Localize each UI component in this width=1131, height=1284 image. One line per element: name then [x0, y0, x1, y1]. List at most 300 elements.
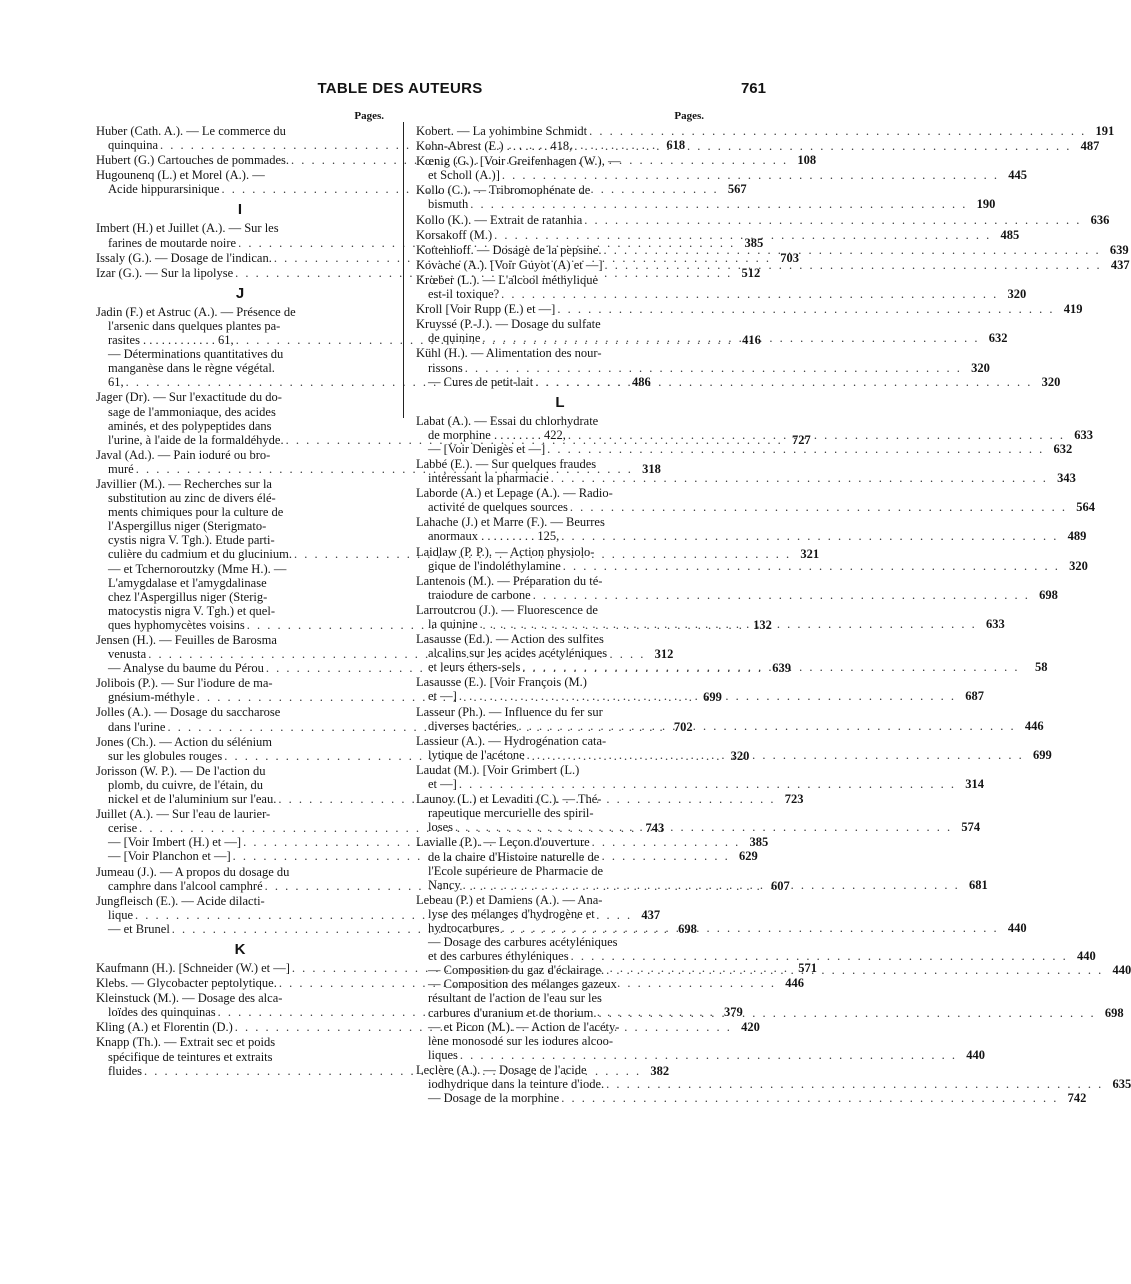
dot-leader — [275, 676, 382, 690]
pages-label: Pages. — [354, 110, 384, 122]
dot-leader — [272, 448, 382, 462]
dot-leader — [596, 545, 702, 559]
entry-text: Lantenois (M.). — Préparation du té- — [416, 573, 603, 588]
dot-leader — [592, 183, 702, 197]
entry-line — [96, 633, 384, 647]
entry-text: Jorisson (W. P.). — De l'action du — [96, 763, 266, 778]
entry-text: l'Aspergillus niger (Sterigmato- — [108, 519, 267, 534]
entry-text: sage de l'ammoniaque, des acides — [108, 404, 276, 419]
entry-text: Laidlaw (P. P.). — Action physiolo- — [416, 544, 595, 559]
dot-leader — [620, 935, 702, 949]
page-ref: 416 — [742, 333, 761, 348]
page-ref: 742 — [1067, 1091, 1087, 1106]
entry-text: Lavialle (P.). — Leçon d'ouverture — [416, 835, 590, 850]
entry-text: de morphine . . . . . . . . 422, — [428, 427, 566, 442]
entry-line — [96, 405, 384, 419]
page-ref: 379 — [724, 1005, 743, 1020]
page-ref: 314 — [965, 777, 984, 792]
entry-text: — Déterminations quantitatives du — [108, 347, 284, 362]
entry-text: Lasausse (Ed.). — Action des sulfites — [416, 632, 604, 647]
dot-leader — [281, 221, 382, 235]
page-ref: 567 — [727, 182, 747, 197]
entry-text: culière du cadmium et du glucinium. — [108, 547, 292, 562]
entry-text: Lahache (J.) et Marre (F.). — Beurres — [416, 515, 605, 530]
dot-leader — [600, 414, 702, 428]
entry-line — [416, 124, 1115, 138]
dot-leader — [605, 258, 1102, 272]
entry-text: l'Ecole supérieure de Pharmacie de — [428, 863, 604, 878]
dot-leader — [275, 1050, 382, 1064]
dot-leader — [535, 375, 1032, 389]
section-letter: J — [235, 284, 245, 302]
entry-text: gnésium-méthyle — [108, 690, 195, 705]
entry-text: traiodure de carbone — [428, 587, 531, 602]
page-ref: 321 — [800, 547, 820, 562]
dot-leader — [619, 977, 702, 991]
dot-leader — [291, 865, 382, 879]
entry-line — [416, 1077, 1131, 1091]
dot-leader — [502, 921, 999, 935]
entry-text: — Dosage des carbures acétyléniques — [428, 935, 618, 950]
entry-text: résultant de l'action de l'eau sur les — [428, 991, 602, 1006]
dot-leader — [605, 864, 702, 878]
page-ref: 727 — [792, 432, 811, 447]
page-ref: 699 — [1033, 747, 1052, 762]
page-ref: 320 — [971, 360, 990, 375]
page-ref: 446 — [785, 976, 804, 991]
entry-text: — Analyse du baume du Pérou — [108, 661, 264, 676]
author-entry — [416, 212, 1110, 227]
entry-line — [416, 646, 704, 660]
entry-text: Imbert (H.) et Juillet (A.). — Sur les — [96, 221, 279, 236]
dot-leader — [527, 748, 1024, 762]
entry-text: diverses bactéries — [428, 718, 517, 733]
page-ref: 320 — [1041, 374, 1061, 389]
dot-leader — [282, 319, 382, 333]
page-ref: 699 — [703, 690, 722, 705]
entry-text: chez l'Aspergillus niger (Sterig- — [108, 589, 268, 604]
page-ref: 58 — [1034, 660, 1048, 675]
page-ref: 485 — [1000, 227, 1020, 242]
dot-leader — [604, 243, 1101, 257]
dot-leader — [269, 576, 382, 590]
dot-leader — [267, 894, 382, 908]
page-ref: 564 — [1076, 500, 1096, 515]
entry-line — [416, 183, 704, 197]
entry-line — [416, 603, 704, 617]
entry-text: manganèse dans le règne végétal. — [108, 361, 275, 376]
dot-leader — [584, 213, 1081, 227]
entry-line — [416, 212, 1110, 227]
entry-line — [96, 865, 384, 879]
dot-leader — [574, 139, 1071, 153]
entry-line — [416, 574, 704, 588]
dot-leader — [561, 529, 1058, 543]
entry-text: Nancy — [428, 877, 461, 892]
page-ref: 320 — [730, 748, 750, 763]
page-ref: 632 — [988, 331, 1008, 346]
page-ref: 437 — [1110, 257, 1130, 272]
entry-line — [416, 991, 704, 1005]
page-ref: 681 — [969, 877, 988, 892]
dot-leader — [470, 197, 967, 211]
entry-line — [96, 448, 384, 462]
page-ref: 687 — [965, 689, 984, 704]
dot-leader — [277, 361, 382, 375]
entry-line — [416, 632, 704, 646]
author-entry — [416, 486, 1096, 515]
dot-leader — [285, 505, 382, 519]
entry-text: rasites . . . . . . . . . . . . 61, — [108, 333, 234, 348]
entry-line — [416, 287, 1027, 302]
running-title: TABLE DES AUTEURS — [317, 80, 483, 97]
author-entry — [416, 302, 1083, 317]
entry-line — [96, 477, 384, 491]
entry-line — [96, 124, 384, 138]
dot-leader — [592, 835, 702, 849]
entry-text: Jolibois (P.). — Sur l'iodure de ma- — [96, 676, 273, 691]
entry-text: Kling (A.) et Florentin (D.) — [96, 1020, 233, 1035]
entry-text: intéressant la pharmacie — [428, 471, 549, 486]
entry-text: Jager (Dr). — Sur l'exactitude du do- — [96, 390, 282, 405]
entry-text: — Cures de petit-lait — [428, 374, 534, 389]
entry-text: lytique de l'acétone — [428, 747, 525, 762]
entry-text: — [Voir Denigès et —] — [428, 441, 546, 456]
entry-text: — [Voir Planchon et —] — [108, 849, 231, 864]
entry-line — [416, 1047, 985, 1062]
section-letter: I — [237, 201, 243, 219]
entry-text: Klebs. — Glycobacter peptolytique. — [96, 976, 277, 991]
dot-leader — [600, 273, 702, 287]
entry-text: Lasausse (E.). [Voir François (M.) — [416, 675, 587, 690]
page-ref: 385 — [744, 235, 764, 250]
dot-leader — [268, 764, 383, 778]
entry-text: et des carbures éthyléniques — [428, 949, 569, 964]
entry-line — [416, 675, 704, 689]
page-ref: 486 — [632, 375, 651, 390]
dot-leader — [278, 405, 382, 419]
entry-text: camphre dans l'alcool camphré — [108, 878, 263, 893]
dot-leader — [284, 991, 382, 1005]
dot-leader — [267, 168, 382, 182]
page-ref: 702 — [673, 719, 693, 734]
entry-text: l'urine, à l'aide de la formaldéhyde. — [108, 432, 284, 447]
entry-line — [416, 587, 1058, 602]
entry-text: rapeutique mercurielle des spiril- — [428, 806, 594, 821]
section-letter: K — [234, 940, 246, 958]
entry-text: — et Picon (M.). — Action de l'acéty- — [428, 1019, 620, 1034]
dot-leader — [604, 574, 702, 588]
entry-text: et —] — [428, 689, 457, 704]
dot-leader — [459, 777, 956, 791]
page-ref: 440 — [966, 1047, 985, 1062]
dot-leader — [596, 806, 702, 820]
entry-text: Launoy (L.) et Levaditi (C.). — Thé- — [416, 792, 602, 807]
dot-leader — [603, 792, 702, 806]
page-ref: 419 — [1063, 302, 1083, 317]
entry-text: iodhydrique dans la teinture d'iode. — [428, 1077, 605, 1091]
dot-leader — [571, 949, 1068, 963]
page-ref: 512 — [741, 265, 761, 280]
entry-line — [416, 1063, 704, 1077]
page-ref: 632 — [1053, 441, 1073, 456]
page-ref: 607 — [771, 878, 790, 893]
dot-leader — [522, 660, 1019, 674]
page-ref: 487 — [1080, 139, 1100, 154]
entry-text: Labat (A.). — Essai du chlorhydrate — [416, 413, 599, 428]
dot-leader — [274, 477, 382, 491]
entry-line — [96, 705, 384, 719]
entry-text: bismuth — [428, 197, 469, 212]
entry-text: Larroutcrou (J.). — Fluorescence de — [416, 602, 598, 617]
entry-text: — [Voir Imbert (H.) et —] — [108, 835, 242, 850]
entry-line — [416, 168, 1027, 183]
entry-line — [416, 302, 1083, 317]
entry-text: quinquina — [108, 138, 158, 153]
entry-text: Kovache (A.). [Voir Guyot (A) et —] — [416, 257, 603, 272]
dot-leader — [282, 705, 382, 719]
entry-line — [416, 441, 1073, 456]
dot-leader — [519, 719, 1016, 733]
author-entry — [416, 573, 1058, 602]
dot-leader — [581, 763, 702, 777]
author-entry — [416, 515, 1087, 544]
entry-text: activité de quelques sources — [428, 500, 568, 515]
entry-line — [416, 820, 981, 835]
entry-text: Jolles (A.). — Dosage du saccharose — [96, 705, 281, 720]
entry-text: Korsakoff (M.) — [416, 227, 493, 242]
entry-text: est-il toxique? — [428, 287, 500, 302]
entry-text: Kleinstuck (M.). — Dosage des alca- — [96, 991, 283, 1006]
dot-leader — [272, 807, 382, 821]
entry-line — [416, 1034, 704, 1048]
entry-line — [416, 949, 1096, 964]
entry-line — [96, 764, 384, 778]
entry-text: dans l'urine — [108, 719, 166, 734]
entry-text: gique de l'indoléthylamine — [428, 558, 561, 573]
entry-line — [96, 735, 384, 749]
dot-leader — [615, 1034, 702, 1048]
entry-line — [416, 558, 1088, 573]
entry-line — [96, 590, 384, 604]
entry-text: Kühl (H.). — Alimentation des nour- — [416, 346, 602, 361]
entry-text: Juillet (A.). — Sur l'eau de laurier- — [96, 807, 271, 822]
entry-text: farines de moutarde noire — [108, 235, 237, 250]
entry-text: ments chimiques pour la culture de — [108, 505, 284, 520]
dot-leader — [285, 347, 382, 361]
entry-text: Lassieur (A.). — Hydrogénation cata- — [416, 733, 607, 748]
dot-leader — [460, 1048, 957, 1062]
author-entry — [416, 139, 1100, 154]
dot-leader — [501, 287, 998, 301]
dot-leader — [615, 486, 702, 500]
entry-line — [416, 864, 704, 878]
entry-text: Kohn-Abrest (E.) . . . . . . . 418, — [416, 139, 573, 154]
entry-line — [416, 360, 990, 375]
entry-line — [416, 154, 704, 168]
entry-text: rissons — [428, 360, 463, 375]
entry-line — [416, 529, 1087, 544]
entry-line — [96, 505, 384, 519]
entry-line — [96, 778, 384, 792]
page-ref: 320 — [1069, 558, 1088, 573]
dot-leader — [589, 675, 702, 689]
entry-text: Hugounenq (L.) et Morel (A.). — — [96, 168, 265, 183]
entry-line — [96, 533, 384, 547]
page-ref: 723 — [784, 792, 804, 807]
entry-text: sur les globules rouges — [108, 748, 223, 763]
entry-line — [416, 977, 704, 991]
dot-leader — [622, 154, 702, 168]
entry-text: liques — [428, 1047, 458, 1062]
entry-text: Kollo (C.). — Tribromophénate de — [416, 183, 591, 198]
entry-text: substitution au zinc de divers élé- — [108, 491, 276, 506]
entry-text: de la chaire d'Histoire naturelle de — [428, 849, 600, 864]
entry-line — [96, 576, 384, 590]
dot-leader — [277, 1035, 382, 1049]
entry-line — [416, 763, 704, 777]
entry-line — [96, 361, 384, 375]
entry-text: — et Tchernoroutzky (Mme H.). — — [108, 561, 287, 576]
entry-line — [416, 907, 704, 921]
entry-line — [96, 519, 384, 533]
entry-text: Jungfleisch (E.). — Acide dilacti- — [96, 893, 265, 908]
dot-leader — [455, 820, 952, 834]
page-ref: 703 — [780, 250, 799, 265]
dot-leader — [606, 1077, 1103, 1091]
page-ref: 633 — [986, 617, 1005, 631]
entry-line — [416, 935, 704, 949]
dot-leader — [288, 124, 382, 138]
entry-line — [96, 319, 384, 333]
dot-leader — [463, 878, 960, 892]
entry-line — [416, 806, 704, 820]
entry-line — [416, 227, 1020, 242]
entry-text: Kroll [Voir Rupp (E.) et —] — [416, 302, 556, 317]
entry-text: lène monosodé sur les iodures alcoo- — [428, 1033, 614, 1048]
entry-line — [96, 991, 384, 1005]
page-ref: 639 — [772, 661, 792, 676]
entry-line — [96, 168, 384, 182]
page-ref: 382 — [650, 1063, 670, 1078]
page-ref: 618 — [666, 138, 686, 153]
entry-line — [416, 835, 704, 849]
dot-leader — [599, 1006, 1096, 1020]
entry-line — [416, 734, 704, 748]
entry-text: Jumeau (J.). — A propos du dosage du — [96, 864, 290, 879]
page-ref: 385 — [749, 835, 769, 850]
entry-text: lyse des mélanges d'hydrogène et — [428, 906, 595, 921]
entry-line — [96, 419, 384, 433]
entry-line — [416, 346, 704, 360]
entry-line — [96, 604, 384, 618]
page-ref: 574 — [961, 820, 981, 835]
entry-line — [416, 471, 1076, 486]
entry-text: Kœnig (G.). [Voir Greifenhagen (W.), — — [416, 154, 621, 169]
dot-leader — [607, 515, 702, 529]
entry-text: de quinine — [428, 331, 481, 346]
entry-line — [416, 705, 704, 719]
section-letter: L — [555, 393, 565, 411]
author-entry — [416, 704, 1044, 733]
page-ref: 698 — [678, 921, 697, 936]
entry-line — [416, 1091, 1087, 1106]
dot-leader — [547, 442, 1044, 456]
entry-text: — Dosage de la morphine — [428, 1091, 560, 1106]
dot-leader — [277, 604, 382, 618]
page-ref: 639 — [1109, 242, 1129, 257]
entry-text: alcalins sur les acides acétyléniques — [428, 646, 608, 661]
entry-line — [416, 792, 704, 806]
entry-text: Leclère (A.). — Dosage de l'acide — [416, 1062, 587, 1077]
dot-leader — [568, 428, 1065, 442]
entry-text: hydrocarbures — [428, 920, 500, 935]
entry-text: Jadin (F.) et Astruc (A.). — Présence de — [96, 304, 296, 319]
page-ref: 190 — [976, 197, 996, 212]
dot-leader — [605, 705, 702, 719]
entry-line — [416, 414, 704, 428]
entry-text: la quinine — [428, 617, 478, 631]
entry-text: — Composition des mélanges gazeux — [428, 977, 617, 992]
page-ref: 132 — [753, 617, 772, 632]
pages-label: Pages. — [674, 110, 704, 122]
entry-line — [416, 893, 704, 907]
entry-text: et —] — [428, 777, 457, 792]
column-divider — [403, 122, 404, 418]
entry-text: ques hyphomycètes voisins — [108, 617, 245, 632]
entry-text: Kottenhoff. — Dosage de la pepsine. — [416, 242, 602, 257]
entry-text: loses — [428, 820, 453, 835]
dot-leader — [603, 317, 702, 331]
entry-text: loïdes des quinquinas — [108, 1005, 216, 1020]
page-ref: 698 — [1039, 587, 1058, 602]
author-entry — [416, 124, 1115, 138]
entry-line — [416, 718, 1044, 733]
author-entry — [416, 762, 984, 792]
page-ref: 489 — [1067, 529, 1087, 544]
entry-line — [416, 545, 704, 559]
page-ref: 440 — [1076, 949, 1096, 964]
entry-text: cerise — [108, 821, 138, 836]
page-ref: 312 — [654, 647, 674, 662]
entry-text: Krœber (L.). — L'alcool méthylique — [416, 272, 599, 287]
entry-line — [96, 390, 384, 404]
dot-leader — [494, 228, 991, 242]
entry-text: lique — [108, 907, 133, 922]
entry-line — [96, 221, 384, 235]
entry-line — [416, 317, 704, 331]
author-entry — [416, 456, 1076, 486]
page-ref: 445 — [1008, 168, 1027, 183]
entry-line — [416, 139, 1100, 154]
entry-line — [416, 457, 704, 471]
entry-text: carbures d'uranium et de thorium. — [428, 1005, 597, 1020]
entry-line — [416, 197, 996, 212]
entry-line — [416, 500, 1096, 515]
entry-line — [416, 920, 1027, 935]
author-entry — [416, 1062, 1131, 1106]
dot-leader — [269, 590, 382, 604]
entry-text: Lasseur (Ph.). — Influence du fer sur — [416, 704, 603, 719]
entry-text: Laborde (A.) et Lepage (A.). — Radio- — [416, 486, 613, 501]
author-entry — [416, 346, 1061, 389]
dot-leader — [268, 519, 382, 533]
dot-leader — [608, 734, 702, 748]
page-number: 761 — [740, 80, 766, 97]
page-ref: 629 — [739, 849, 758, 864]
entry-text: Kruyssé (P.-J.). — Dosage du sulfate — [416, 317, 601, 332]
entry-line — [416, 273, 704, 287]
